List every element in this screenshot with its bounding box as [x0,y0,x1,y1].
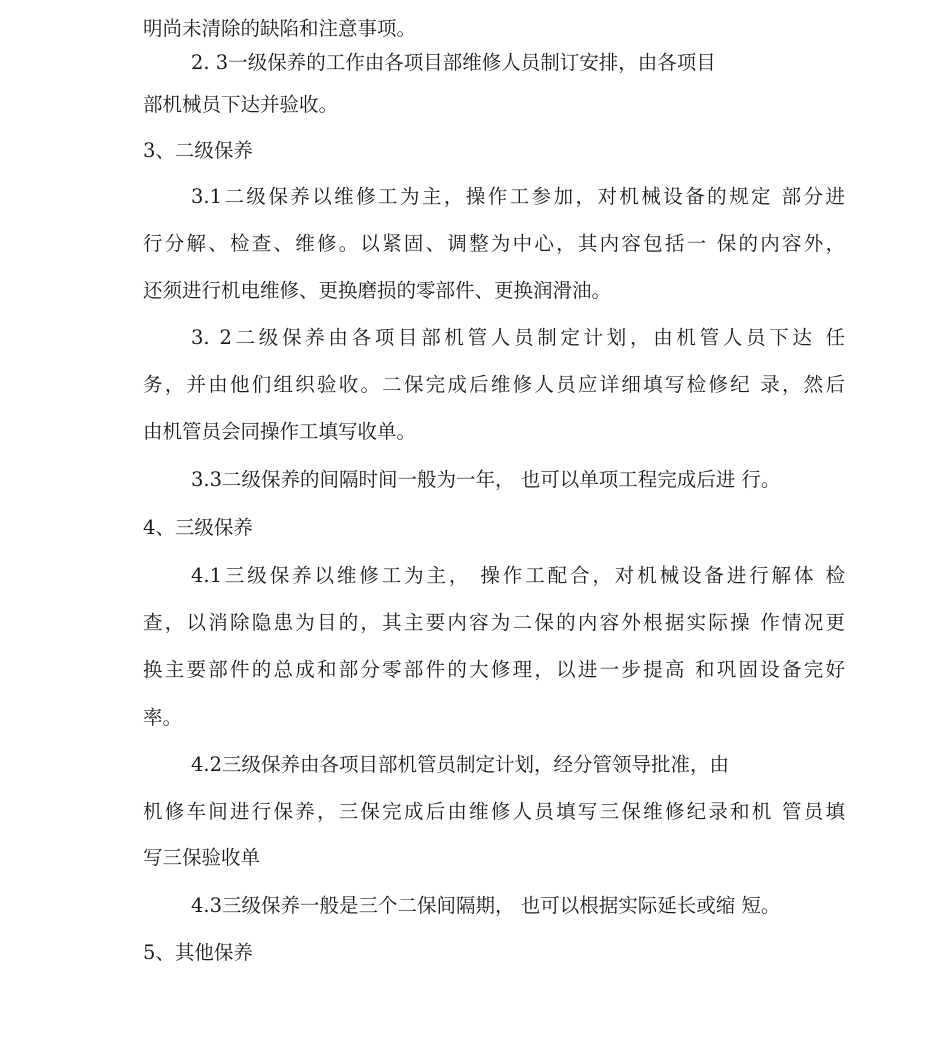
text-line: 由机管员会同操作工填写收单。 [143,420,417,443]
text-line: 4.2三级保养由各项目部机管员制定计划，经分管领导批准，由 [191,753,730,776]
text-line: 率。 [143,706,183,729]
text-line: 换主要部件的总成和部分零部件的大修理，以进一步提高 和巩固设备完好 [143,658,845,681]
text-line: 机修车间进行保养，三保完成后由维修人员填写三保维修纪录和机 管员填 [143,800,845,823]
section-heading: 3、二级保养 [143,139,253,162]
text-line: 2. 3一级保养的工作由各项目部维修人员制订安排，由各项目 [191,51,716,74]
text-line: 4.1三级保养以维修工为主， 操作工配合，对机械设备进行解体 检 [191,564,845,587]
text-line: 3.3二级保养的间隔时间一般为一年， 也可以单项工程完成后进 行。 [191,468,781,491]
section-heading: 5、其他保养 [143,941,253,964]
text-line: 查，以消除隐患为目的，其主要内容为二保的内容外根据实际操 作情况更 [143,611,845,634]
text-line: 行分解、检查、维修。以紧固、调整为中心，其内容包括一 保的内容外， [143,232,845,255]
text-line: 部机械员下达并验收。 [143,93,339,116]
text-line: 明尚未清除的缺陷和注意事项。 [143,17,417,40]
text-line: 还须进行机电维修、更换磨损的零部件、更换润滑油。 [143,279,612,302]
text-line: 务，并由他们组织验收。二保完成后维修人员应详细填写检修纪 录，然后 [143,373,845,396]
text-line: 3. 2二级保养由各项目部机管人员制定计划，由机管人员下达 任 [191,326,845,349]
text-line: 3.1二级保养以维修工为主，操作工参加，对机械设备的规定 部分进 [191,185,845,208]
text-line: 4.3三级保养一般是三个二保间隔期， 也可以根据实际延长或缩 短。 [191,894,781,917]
text-line: 写三保验收单 [143,846,261,869]
section-heading: 4、三级保养 [143,516,253,539]
